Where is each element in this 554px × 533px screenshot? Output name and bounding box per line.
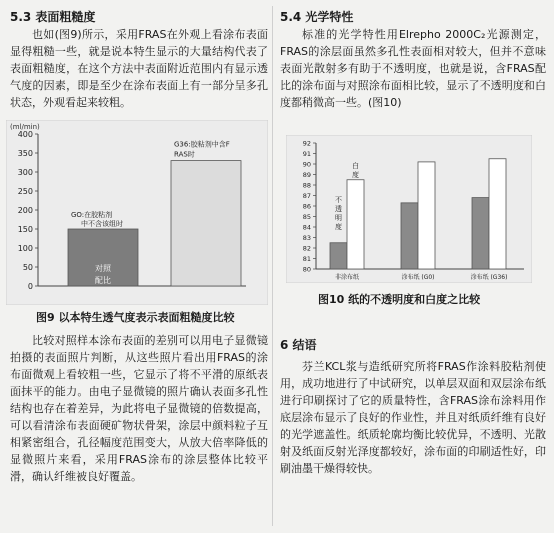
annotation-label: 不 [335,195,342,204]
annotation-label: GO:在胶粘剂 [71,211,113,219]
bar [401,203,418,269]
y-tick-label: 82 [302,244,311,253]
bar [171,161,241,286]
y-tick-label: 89 [302,171,311,179]
x-tick-label: 涂布纸 (G0) [401,274,435,281]
annotation-label: 度 [352,171,359,180]
y-tick-label: 92 [302,139,311,148]
y-tick-label: 200 [17,206,33,215]
y-tick-label: 83 [302,234,311,242]
bar [330,243,347,269]
paragraph-optical-properties: 标准的光学特性用Elrepho 2000C₂光源测定，FRAS的涂层面虽然多孔性表面相对较大，但并不意味表面光散射多有助于不透明度，也就是说，含FRAS配比的涂布面与对照涂布面相比较，显示了不透明度和白度都稍微高一些。(图10) [280,28,546,109]
y-tick-label: 86 [302,202,311,211]
figure-9-caption: 图9 以本特生透气度表示表面粗糙度比较 [36,311,235,324]
annotation-label: 明 [335,213,342,222]
y-tick-label: 87 [302,192,311,200]
bar [347,180,364,269]
y-tick-label: 150 [17,225,33,234]
section-5-3-heading: 5.3 表面粗糙度 [10,10,96,24]
y-tick-label: 84 [302,223,311,232]
figure-10-chart [286,135,532,283]
bar [418,162,435,269]
y-tick-label: 85 [302,213,311,221]
y-tick-label: 350 [17,149,33,158]
annotation-label: RAS时 [174,150,195,159]
annotation-label: G36:胶粘剂中含F [174,140,230,149]
section-6-heading: 6 结语 [280,338,317,352]
y-tick-label: 90 [302,160,311,169]
annotation-label: 中不含该组时 [81,220,123,228]
paragraph-conclusion: 芬兰KCL浆与造纸研究所将FRAS作涂料胶粘剂使用，成功地进行了中试研究，以单层双面和双层涂布纸进行印刷探讨了它的质量特性，含FRAS涂布涂料用作底层涂布显示了良好的作业性，并且对纸质纤维有良好的光学遮盖性。纸质轮廓均衡比较优异，不透明、光散射及纸面反射光泽度都较好，涂布面的印刷适性好，印刷油墨干燥得较快。 [280,360,546,475]
bar [472,198,489,269]
y-tick-label: 91 [302,150,311,158]
annotation-label: 白 [352,162,359,171]
y-tick-label: 300 [17,168,33,177]
paragraph-surface-roughness: 也如(图9)所示，采用FRAS在外观上看涂布表面显得粗糙一些，就是说本特生显示的大量结构代表了表面粗糙度，在这个方法中表面附近范围内有显示透气度的因素，即是至少在涂布表面上有一部分呈多孔状态，外观看起来较粗。 [10,28,268,109]
annotation-label: 度 [335,222,342,231]
paragraph-sem-comparison: 比较对照样本涂布表面的差别可以用电子显微镜拍摄的表面照片判断，从这些照片看出用FRAS的涂布面微观上看较粗一些，它显示了将不平滑的原纸表面抹平的能力。由电子显微镜的照片确认表面多孔性结构也存在着差异，为此将电子显微镜的倍数提高，可以看清涂布表面硬矿物状骨架，涂层中颜料粒子互相紧密组合，孔径幅度范围变大，从放大倍率降低的显微照片来看，采用FRAS涂布的涂层整体比较平滑，确认纤维被良好覆盖。 [10,334,268,483]
column-divider [272,6,273,526]
annotation-label: 对照 [95,264,111,273]
y-tick-label: 50 [22,263,33,272]
y-tick-label: 100 [17,244,33,253]
annotation-label: 透 [335,204,342,213]
y-tick-label: 88 [302,181,311,190]
annotation-label: 配比 [95,276,111,285]
y-tick-label: 250 [17,187,33,196]
x-tick-label: 非涂布纸 [334,274,360,281]
y-tick-label: 0 [27,282,33,291]
y-tick-label: 81 [302,255,311,263]
figure-10-caption: 图10 纸的不透明度和白度之比较 [318,293,481,306]
y-tick-label: 80 [302,265,311,274]
y-axis-unit-label: (ml/min) [10,123,40,131]
section-5-4-heading: 5.4 光学特性 [280,10,354,24]
bar [489,159,506,269]
y-tick-label: 400 [17,130,33,139]
figure-9-chart [6,120,268,305]
x-tick-label: 涂布纸 (G36) [470,274,508,281]
